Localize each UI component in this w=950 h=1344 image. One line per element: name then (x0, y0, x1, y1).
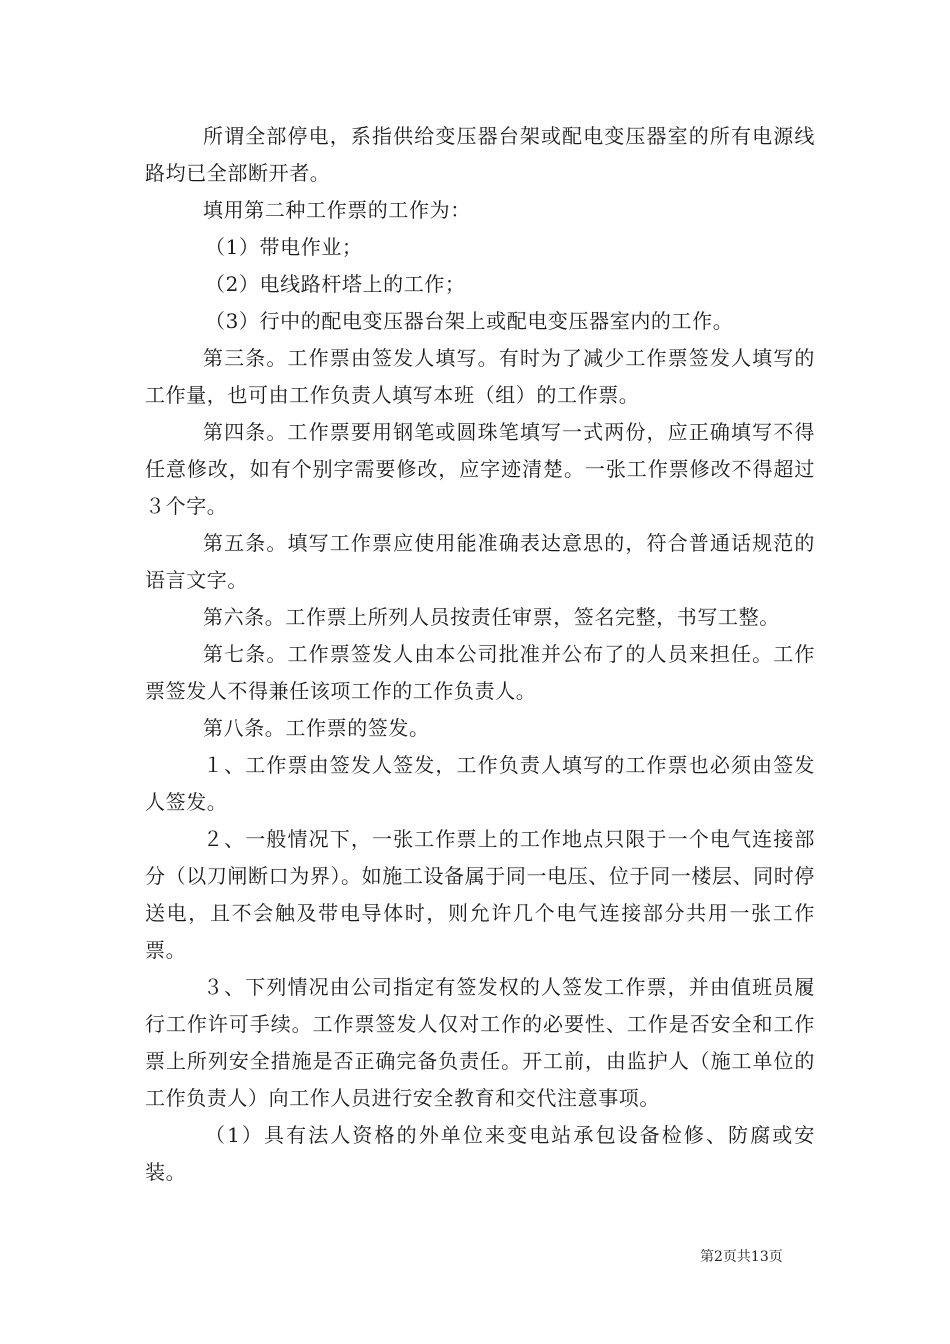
paragraph-clause-1: １、工作票由签发人签发，工作负责人填写的工作票也必须由签发人签发。 (145, 753, 815, 814)
paragraph-article-5: 第五条。填写工作票应使用能准确表达意思的，符合普通话规范的语言文字。 (145, 531, 815, 592)
paragraph-article-8: 第八条。工作票的签发。 (203, 716, 430, 740)
paragraph-article-4: 第四条。工作票要用钢笔或圆珠笔填写一式两份，应正确填写不得任意修改，如有个别字需要修改，应字迹清楚。一张工作票修改不得超过３个字。 (145, 420, 815, 518)
paragraph-item-1: （1）带电作业； (205, 235, 363, 259)
paragraph-article-6: 第六条。工作票上所列人员按责任审票，签名完整，书写工整。 (203, 605, 780, 629)
paragraph-article-7: 第七条。工作票签发人由本公司批准并公布了的人员来担任。工作票签发人不得兼任该项工作的工作负责人。 (145, 642, 815, 703)
paragraph-second-ticket-intro: 填用第二种工作票的工作为： (203, 198, 471, 222)
paragraph-clause-2: ２、一般情况下，一张工作票上的工作地点只限于一个电气连接部分（以刀闸断口为界）。如施工设备属于同一电压、位于同一楼层、同时停送电，且不会触及带电导体时，则允许几个电气连接部分共用一张工作票。 (145, 827, 815, 962)
paragraph-clause-3: ３、下列情况由公司指定有签发权的人签发工作票，并由值班员履行工作许可手续。工作票签发人仅对工作的必要性、工作是否安全和工作票上所列安全措施是否正确完备负责任。开工前，由监护人（施工单位的工作负责人）向工作人员进行安全教育和交代注意事项。 (145, 975, 815, 1110)
document-body (145, 118, 815, 1191)
page-number: 第2页共13页 (700, 1249, 783, 1265)
paragraph-article-3: 第三条。工作票由签发人填写。有时为了减少工作票签发人填写的工作量，也可由工作负责人填写本班（组）的工作票。 (145, 346, 815, 407)
paragraph-clause-3-item-1: （1）具有法人资格的外单位来变电站承包设备检修、防腐或安装。 (145, 1123, 815, 1184)
paragraph-full-outage-definition: 所谓全部停电，系指供给变压器台架或配电变压器室的所有电源线路均已全部断开者。 (145, 124, 815, 185)
paragraph-item-2: （2）电线路杆塔上的工作； (205, 272, 466, 296)
paragraph-item-3: （3）行中的配电变压器台架上或配电变压器室内的工作。 (205, 309, 734, 333)
